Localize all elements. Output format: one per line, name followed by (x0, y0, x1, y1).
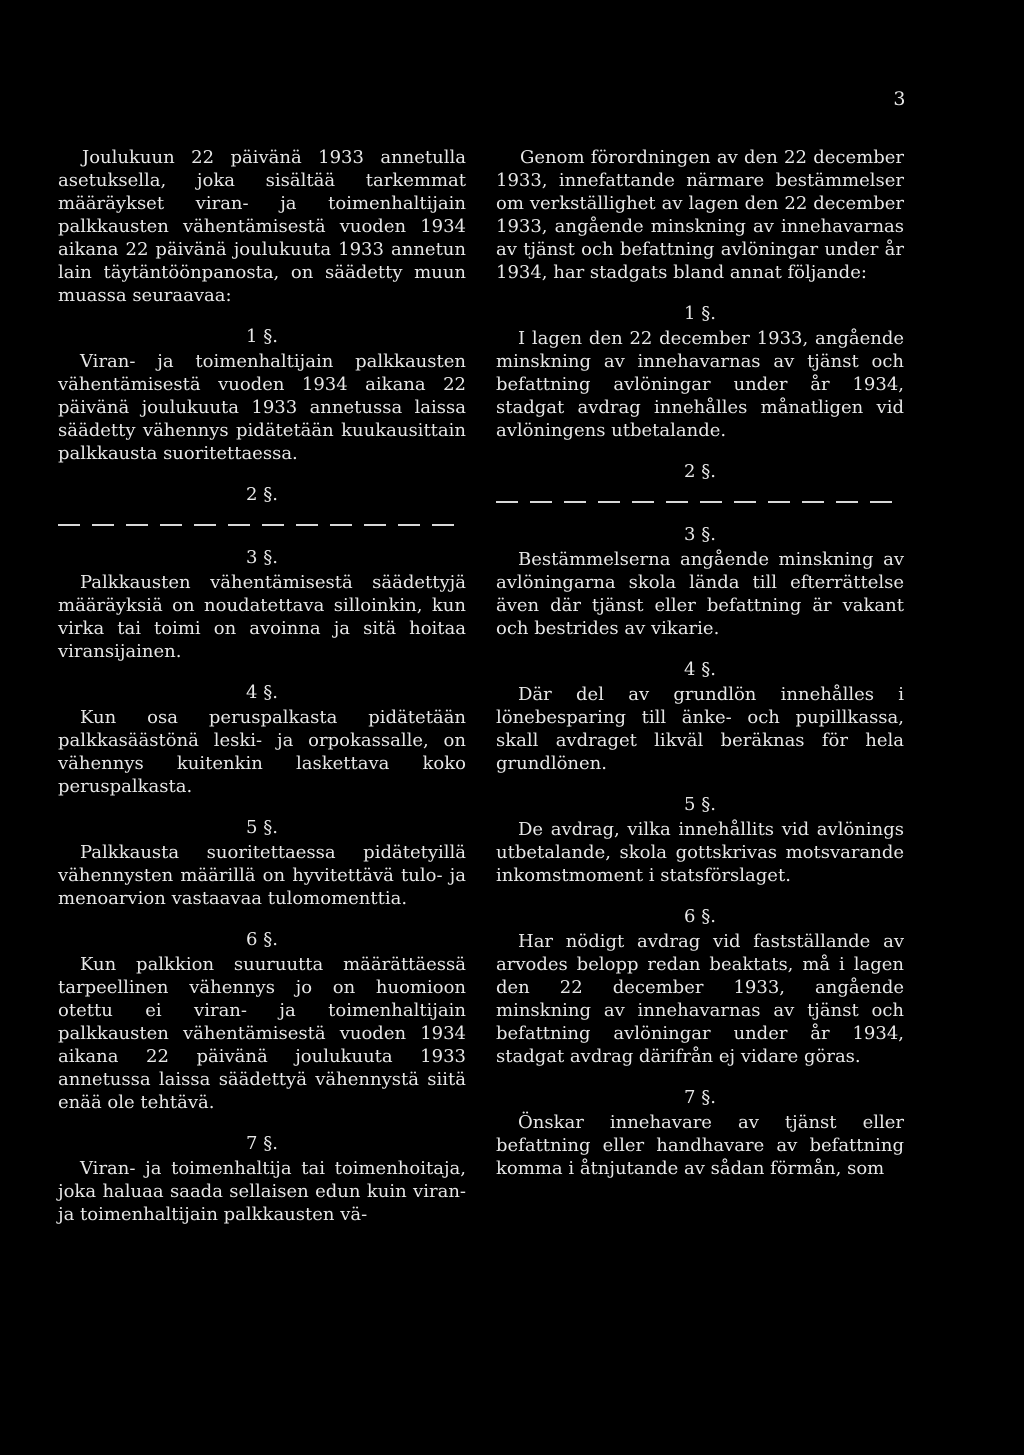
section-heading-2: 2 §. (246, 484, 278, 505)
section-text-7: Önskar innehavare av tjänst eller befattning eller handhavare av befattning komma i åtnjutande av sådan förmån, som (496, 1111, 904, 1179)
section-text-3: Bestämmelserna angående minskning av avlöningarna skola lända till efterrättelse även där tjänst eller befattning är vakant och bestrides av vikarie. (496, 548, 904, 639)
section-heading-4: 4 §. (684, 658, 716, 680)
omitted-section-rule (58, 524, 466, 526)
intro-paragraph: Joulukuun 22 päivänä 1933 annetulla asetuksella, joka sisältää tarkemmat määräykset viran- ja toimenhaltijain palkkausten vähentämisestä vuoden 1934 aikana 22 päivänä joulukuuta 1933 annetun lain täytäntöönpanosta, on säädetty muun muassa seuraavaa: (58, 147, 466, 306)
section-text-7: Viran- ja toimenhaltija tai toimenhoitaja, joka haluaa saada sellaisen edun kuin viran- ja toimenhaltijain palkkausten vä- (58, 1157, 466, 1225)
section-text-5: Palkkausta suoritettaessa pidätetyillä vähennysten määrillä on hyvitettävä tulo- ja menoarvion vastaavaa tulomomenttia. (58, 841, 466, 909)
section-text-4: Kun osa peruspalkasta pidätetään palkkasäästönä leski- ja orpokassalle, on vähennys kuitenkin laskettava koko peruspalkasta. (58, 706, 466, 797)
section-heading-1: 1 §. (684, 303, 716, 324)
section-heading-7: 7 §. (684, 1086, 716, 1108)
section-text-6: Har nödigt avdrag vid fastställande av arvodes belopp redan beaktats, må i lagen den 22 december 1933, angående minskning av innehavarnas av tjänst och befattning avlöningar under år 1934, stadgat avdrag därifrån ej vidare göras. (496, 930, 904, 1067)
finnish-column (58, 146, 466, 1226)
section-heading-6: 6 §. (684, 905, 716, 927)
section-text-3: Palkkausten vähentämisestä säädettyjä määräyksiä on noudatettava silloinkin, kun virka tai toimi on avoinna ja sitä hoitaa viransijainen. (58, 571, 466, 662)
section-text-6: Kun palkkion suuruutta määrättäessä tarpeellinen vähennys jo on huomioon otettu ei viran- ja toimenhaltijain palkkausten vähentämisestä vuoden 1934 aikana 22 päivänä joulukuuta 1933 annetussa laissa säädettyä vähennystä siitä enää ole tehtävä. (58, 953, 466, 1113)
section-heading-3: 3 §. (684, 523, 716, 545)
section-text-5: De avdrag, vilka innehållits vid avlönings utbetalande, skola gottskrivas motsvarande inkomstmoment i statsförslaget. (496, 818, 904, 886)
swedish-column (496, 146, 904, 1180)
section-text-1: Viran- ja toimenhaltijain palkkausten vähentämisestä vuoden 1934 aikana 22 päivänä joulukuuta 1933 annetussa laissa säädetty vähennys pidätetään kuukausittain palkkausta suoritettaessa. (58, 351, 466, 464)
section-heading-5: 5 §. (684, 793, 716, 815)
section-heading-7: 7 §. (246, 1132, 278, 1154)
section-heading-6: 6 §. (246, 928, 278, 950)
section-heading-4: 4 §. (246, 681, 278, 703)
page-number: 3 (893, 88, 906, 110)
omitted-section-rule (496, 501, 904, 503)
section-heading-3: 3 §. (246, 546, 278, 568)
section-heading-5: 5 §. (246, 816, 278, 838)
intro-paragraph: Genom förordningen av den 22 december 1933, innefattande närmare bestämmelser om verkställighet av lagen den 22 december 1933, angående minskning av innehavarnas av tjänst och befattning avlöningar under år 1934, har stadgats bland annat följande: (496, 147, 904, 283)
section-heading-1: 1 §. (246, 326, 278, 347)
section-text-1: I lagen den 22 december 1933, angående minskning av innehavarnas av tjänst och befattning avlöningar under år 1934, stadgat avdrag innehålles månatligen vid avlöningens utbetalande. (496, 328, 904, 441)
section-heading-2: 2 §. (684, 461, 716, 482)
section-text-4: Där del av grundlön innehålles i lönebesparing till änke- och pupillkassa, skall avdraget likväl beräknas för hela grundlönen. (496, 683, 904, 774)
